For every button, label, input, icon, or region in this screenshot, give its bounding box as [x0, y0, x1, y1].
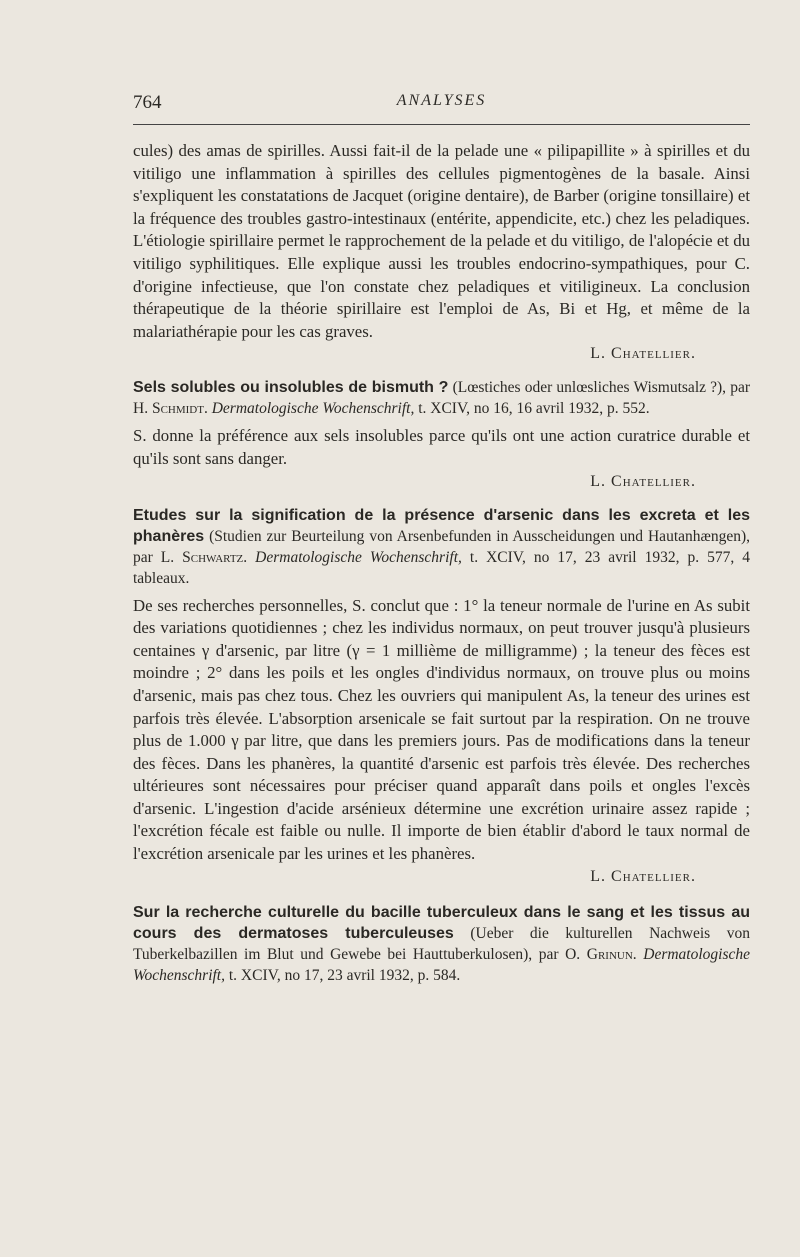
entry-title: Etudes sur la signification de la présence d'arsenic dans les excreta et les phanères — [133, 506, 750, 545]
entry-body: S. donne la préférence aux sels insolubles parce qu'ils ont une action curatrice durable et qu'ils sont sans danger. — [133, 426, 750, 468]
signature: L. Chatellier. — [590, 472, 696, 490]
signature: L. Chatellier. — [590, 867, 696, 885]
review-entry — [133, 377, 750, 492]
entry-heading — [133, 377, 750, 419]
entry-heading — [133, 505, 750, 589]
page-header — [133, 92, 750, 120]
entry-journal: Dermatologische Wochenschrift, — [255, 548, 462, 566]
entry-original-title: (Ueber die kulturellen Nachweis von Tuberkelbazillen im Blut und Gewebe bei Hauttuberkulosen), par O. — [133, 924, 750, 963]
entry-author: Schmidt. — [151, 400, 208, 418]
entry-reference: t. XCIV, no 17, 23 avril 1932, p. 577, 4 tableaux. — [133, 548, 750, 587]
signature: L. Chatellier. — [590, 345, 696, 363]
entry-title: Sels solubles ou insolubles de bismuth ? — [133, 379, 449, 397]
review-entry — [133, 902, 750, 986]
header-rule — [133, 124, 750, 125]
entry-reference: t. XCIV, no 17, 23 avril 1932, p. 584. — [228, 966, 461, 984]
entry-author: Schwartz. — [182, 548, 248, 566]
entry-title: Sur la recherche culturelle du bacille tuberculeux dans le sang et les tissus au cours des dermatoses tuberculeuses — [133, 903, 750, 942]
review-entry — [133, 505, 750, 888]
entry-heading — [133, 902, 750, 986]
entry-body: De ses recherches personnelles, S. conclut que : 1° la teneur normale de l'urine en As subit des variations quotidiennes ; chez les individus normaux, on peut trouver jusqu'à plusieurs centaines γ d'arsenic, par litre (γ = 1 millième de milligramme) ; la teneur des fèces est moindre ; 2° dans les poils et les ongles d'individus normaux, on trouve plus ou moins d'arsenic, mais pas chez tous. Chez les ouvriers qui manipulent As, la teneur des urines est parfois très élevée. L'absorption arsenicale se fait surtout par la respiration. On ne trouve plus de 1.000 γ par litre, que dans les premiers jours. Pas de modifications dans la teneur des fèces. Dans les phanères, la quantité d'arsenic est parfois très élevée. Des recherches ultérieures sont nécessaires pour préciser quand apparaît dans poils et ongles l'excès d'arsenic. L'ingestion d'acide arsénieux détermine une excrétion urinaire assez rapide ; l'excrétion fécale est faible ou nulle. Il importe de bien établir d'abord le taux normal de l'excrétion arsenicale par les urines et les phanères. — [133, 595, 750, 864]
entry-original-title: (Lœstiches oder unlœsliches Wismutsalz ?), par H. — [133, 379, 750, 418]
entry-journal: Dermatologische Wochenschrift, — [211, 400, 415, 418]
entry-author: Grinun. — [586, 945, 637, 963]
entry-original-title: (Studien zur Beurteilung von Arsenbefunden in Ausscheidungen und Hautanhængen), par L. — [133, 527, 751, 566]
continuation-paragraph: cules) des amas de spirilles. Aussi fait-il de la pelade une « pilipapillite » à spirilles et du vitiligo une inflammation à spirilles des cellules pigmentogènes de la basale. Ainsi s'expliquent les constatations de Jacquet (origine dentaire), de Barber (origine tonsillaire) et la fréquence des troubles gastro-intestinaux (entérite, appendicite, etc.) chez les peladiques. L'étiologie spirillaire permet le rapprochement de la pelade et du vitiligo, de l'alopécie et du vitiligo syphilitiques. Elle explique aussi les troubles endocrino-sympathiques, pour C. d'origine infectieuse, que l'on constate chez peladiques et vitiligineux. La conclusion thérapeutique de la théorie spirillaire est l'emploi de As, Bi et Hg, et même de la malariathérapie pour les cas graves. — [133, 141, 750, 341]
entry-reference: t. XCIV, no 16, 16 avril 1932, p. 552. — [418, 400, 650, 418]
entry-journal: Dermatologische Wochenschrift, — [133, 945, 751, 984]
page-number: 764 — [133, 92, 162, 113]
running-title: ANALYSES — [396, 92, 487, 109]
article-content — [133, 140, 750, 992]
